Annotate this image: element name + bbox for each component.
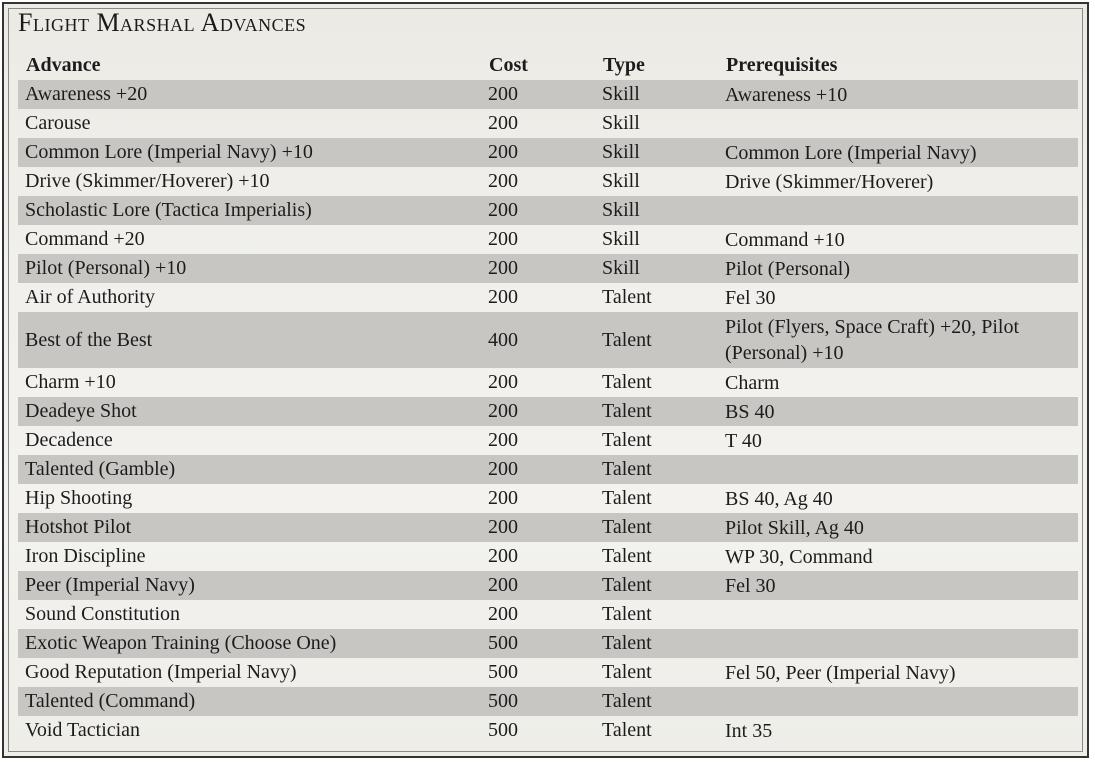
prerequisites-cell	[725, 687, 1075, 716]
advance-cell: Good Reputation (Imperial Navy)	[25, 661, 297, 683]
cost-cell: 200	[488, 574, 518, 596]
table-row	[18, 225, 1078, 254]
prerequisites-cell: Fel 50, Peer (Imperial Navy)	[725, 661, 956, 684]
table-row	[18, 109, 1078, 138]
table-row	[18, 629, 1078, 658]
table-row	[18, 484, 1078, 513]
prerequisites-cell: Charm	[725, 371, 780, 394]
type-cell: Talent	[602, 487, 652, 509]
prerequisites-cell: Fel 30	[725, 574, 776, 597]
type-cell: Skill	[602, 228, 640, 250]
advance-cell: Deadeye Shot	[25, 400, 137, 422]
table-title: Flight Marshal Advances	[18, 8, 307, 37]
table-row	[18, 455, 1078, 484]
type-cell: Talent	[602, 400, 652, 422]
advance-cell: Void Tactician	[25, 719, 141, 741]
table-body	[18, 80, 1078, 745]
cost-cell: 400	[488, 328, 518, 351]
advance-cell: Scholastic Lore (Tactica Imperialis)	[25, 199, 312, 221]
prerequisites-cell: Pilot (Personal)	[725, 257, 850, 280]
advance-cell: Peer (Imperial Navy)	[25, 574, 195, 596]
cost-cell: 500	[488, 632, 518, 654]
cost-cell: 200	[488, 545, 518, 567]
cost-cell: 200	[488, 603, 518, 625]
type-cell: Talent	[602, 603, 652, 625]
table-row	[18, 571, 1078, 600]
prerequisites-cell	[725, 455, 1075, 484]
type-cell: Talent	[602, 632, 652, 654]
prerequisites-cell: Pilot Skill, Ag 40	[725, 516, 864, 539]
prerequisites-cell: BS 40	[725, 400, 775, 423]
cost-cell: 200	[488, 286, 518, 308]
prerequisites-cell: Pilot (Flyers, Space Craft) +20, Pilot (Personal) +10	[725, 316, 1020, 364]
prerequisites-cell: Fel 30	[725, 286, 776, 309]
cost-cell: 200	[488, 458, 518, 480]
type-cell: Talent	[602, 458, 652, 480]
table-row	[18, 542, 1078, 571]
advance-cell: Pilot (Personal) +10	[25, 257, 187, 279]
table-row	[18, 397, 1078, 426]
header-type: Type	[603, 54, 645, 76]
prerequisites-cell: Awareness +10	[725, 83, 848, 106]
advance-cell: Exotic Weapon Training (Choose One)	[25, 632, 337, 654]
prerequisites-cell	[725, 600, 1075, 629]
advance-cell: Talented (Command)	[25, 690, 196, 712]
type-cell: Talent	[602, 690, 652, 712]
table-row	[18, 716, 1078, 745]
prerequisites-cell: Common Lore (Imperial Navy)	[725, 141, 977, 164]
type-cell: Talent	[602, 574, 652, 596]
type-cell: Skill	[602, 141, 640, 163]
type-cell: Skill	[602, 112, 640, 134]
cost-cell: 200	[488, 83, 518, 105]
table-row	[18, 283, 1078, 312]
cost-cell: 200	[488, 199, 518, 221]
type-cell: Talent	[602, 516, 652, 538]
prerequisites-cell	[725, 109, 1075, 138]
advance-cell: Hip Shooting	[25, 487, 133, 509]
advance-cell: Command +20	[25, 228, 145, 250]
advance-cell: Charm +10	[25, 371, 116, 393]
table-row	[18, 426, 1078, 455]
cost-cell: 500	[488, 690, 518, 712]
type-cell: Talent	[602, 328, 652, 351]
prerequisites-cell: Command +10	[725, 228, 845, 251]
type-cell: Talent	[602, 719, 652, 741]
type-cell: Talent	[602, 429, 652, 451]
advance-cell: Awareness +20	[25, 83, 148, 105]
table-row	[18, 254, 1078, 283]
cost-cell: 500	[488, 719, 518, 741]
advance-cell: Air of Authority	[25, 286, 155, 308]
cost-cell: 200	[488, 112, 518, 134]
cost-cell: 200	[488, 429, 518, 451]
table-row	[18, 513, 1078, 542]
prerequisites-cell: Int 35	[725, 719, 773, 742]
advance-cell: Hotshot Pilot	[25, 516, 132, 538]
prerequisites-cell: WP 30, Command	[725, 545, 873, 568]
type-cell: Talent	[602, 286, 652, 308]
table-header	[18, 52, 1078, 78]
type-cell: Skill	[602, 257, 640, 279]
table-row	[18, 658, 1078, 687]
advance-cell: Drive (Skimmer/Hoverer) +10	[25, 170, 270, 192]
cost-cell: 200	[488, 228, 518, 250]
type-cell: Skill	[602, 199, 640, 221]
type-cell: Talent	[602, 545, 652, 567]
advance-cell: Common Lore (Imperial Navy) +10	[25, 141, 313, 163]
prerequisites-cell: Drive (Skimmer/Hoverer)	[725, 170, 934, 193]
cost-cell: 500	[488, 661, 518, 683]
table-row	[18, 80, 1078, 109]
advance-cell: Decadence	[25, 429, 113, 451]
table-row	[18, 687, 1078, 716]
cost-cell: 200	[488, 170, 518, 192]
header-cost: Cost	[489, 54, 528, 76]
type-cell: Skill	[602, 170, 640, 192]
type-cell: Skill	[602, 83, 640, 105]
prerequisites-cell: T 40	[725, 429, 762, 452]
prerequisites-cell: BS 40, Ag 40	[725, 487, 833, 510]
table-row	[18, 600, 1078, 629]
advance-cell: Sound Constitution	[25, 603, 181, 625]
table-row	[18, 167, 1078, 196]
type-cell: Talent	[602, 371, 652, 393]
cost-cell: 200	[488, 257, 518, 279]
cost-cell: 200	[488, 141, 518, 163]
cost-cell: 200	[488, 516, 518, 538]
cost-cell: 200	[488, 487, 518, 509]
prerequisites-cell	[725, 629, 1075, 658]
table-row	[18, 312, 1078, 368]
header-advance: Advance	[26, 54, 101, 76]
advance-cell: Talented (Gamble)	[25, 458, 176, 480]
prerequisites-cell	[725, 196, 1075, 225]
type-cell: Talent	[602, 661, 652, 683]
advance-cell: Iron Discipline	[25, 545, 146, 567]
advance-cell: Carouse	[25, 112, 91, 134]
table-row	[18, 138, 1078, 167]
table-row	[18, 196, 1078, 225]
header-prerequisites: Prerequisites	[726, 54, 838, 76]
cost-cell: 200	[488, 371, 518, 393]
cost-cell: 200	[488, 400, 518, 422]
advance-cell: Best of the Best	[25, 328, 153, 351]
table-row	[18, 368, 1078, 397]
